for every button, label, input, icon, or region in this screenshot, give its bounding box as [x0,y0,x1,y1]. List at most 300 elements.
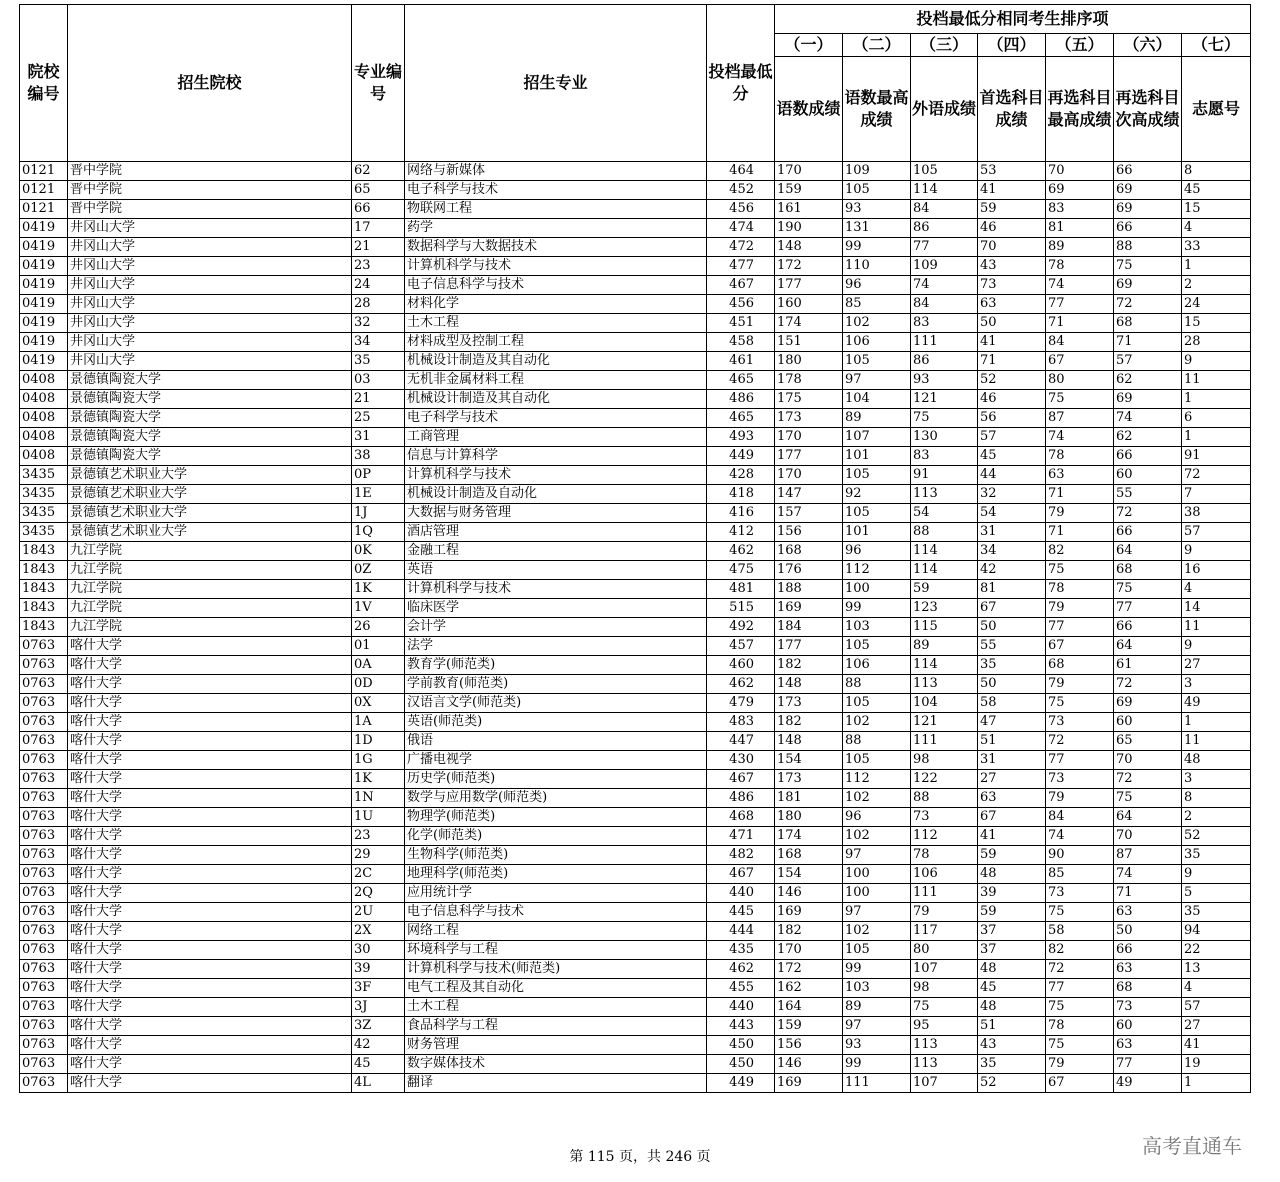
cell-foreign-language: 84 [911,200,978,219]
cell-foreign-language: 106 [911,865,978,884]
cell-min-score: 477 [707,257,775,276]
cell-min-score: 461 [707,352,775,371]
cell-major-code: 21 [352,238,405,257]
cell-first-subject: 48 [978,960,1046,979]
cell-chinese-math: 173 [775,409,843,428]
cell-school-code: 3435 [20,523,68,542]
cell-first-subject: 55 [978,637,1046,656]
cell-min-score: 443 [707,1017,775,1036]
cell-major-name: 机械设计制造及自动化 [405,485,707,504]
cell-elective-second: 77 [1114,1055,1182,1074]
table-row [20,998,1251,1017]
cell-major-code: 1J [352,504,405,523]
cell-min-score: 440 [707,884,775,903]
cell-major-name: 土木工程 [405,314,707,333]
table-row [20,846,1251,865]
cell-major-code: 0D [352,675,405,694]
cell-major-name: 生物科学(师范类) [405,846,707,865]
cell-choice-number: 15 [1182,314,1251,333]
table-row [20,504,1251,523]
header-major-code: 专业编号 [352,5,405,162]
cell-school-name: 九江学院 [68,561,352,580]
cell-elective-highest: 67 [1046,1074,1114,1093]
cell-elective-highest: 75 [1046,390,1114,409]
cell-elective-second: 69 [1114,200,1182,219]
cell-chinese-math: 169 [775,599,843,618]
table-row [20,789,1251,808]
cell-elective-second: 70 [1114,751,1182,770]
table-body [20,162,1251,1093]
cell-major-code: 0A [352,656,405,675]
cell-major-name: 教育学(师范类) [405,656,707,675]
cell-major-code: 0Z [352,561,405,580]
cell-chinese-math-max: 106 [843,333,911,352]
cell-elective-second: 69 [1114,181,1182,200]
cell-major-name: 会计学 [405,618,707,637]
cell-min-score: 451 [707,314,775,333]
cell-elective-second: 63 [1114,1036,1182,1055]
cell-min-score: 464 [707,162,775,181]
cell-first-subject: 54 [978,504,1046,523]
header-tie-number: （五） [1046,34,1114,57]
cell-chinese-math: 177 [775,276,843,295]
cell-choice-number: 7 [1182,485,1251,504]
table-row [20,656,1251,675]
cell-min-score: 456 [707,295,775,314]
cell-min-score: 447 [707,732,775,751]
cell-chinese-math-max: 102 [843,789,911,808]
cell-foreign-language: 121 [911,713,978,732]
cell-min-score: 486 [707,789,775,808]
cell-major-name: 食品科学与工程 [405,1017,707,1036]
cell-min-score: 445 [707,903,775,922]
cell-school-code: 0419 [20,333,68,352]
cell-school-name: 景德镇陶瓷大学 [68,409,352,428]
cell-school-name: 喀什大学 [68,637,352,656]
cell-school-code: 0419 [20,219,68,238]
cell-chinese-math-max: 100 [843,884,911,903]
cell-school-name: 喀什大学 [68,998,352,1017]
cell-major-name: 网络与新媒体 [405,162,707,181]
cell-first-subject: 59 [978,903,1046,922]
cell-chinese-math: 169 [775,1074,843,1093]
cell-chinese-math-max: 93 [843,200,911,219]
cell-choice-number: 91 [1182,447,1251,466]
cell-foreign-language: 112 [911,827,978,846]
cell-min-score: 450 [707,1036,775,1055]
cell-chinese-math-max: 97 [843,903,911,922]
cell-first-subject: 51 [978,732,1046,751]
cell-major-code: 03 [352,371,405,390]
cell-chinese-math: 178 [775,371,843,390]
cell-foreign-language: 113 [911,675,978,694]
cell-elective-highest: 83 [1046,200,1114,219]
cell-school-code: 3435 [20,504,68,523]
cell-chinese-math-max: 96 [843,542,911,561]
header-foreign-language-score: 外语成绩 [911,57,978,162]
table-row [20,295,1251,314]
cell-first-subject: 52 [978,1074,1046,1093]
cell-choice-number: 1 [1182,1074,1251,1093]
watermark-text: 高考直通车 [1142,1134,1242,1158]
cell-school-name: 喀什大学 [68,713,352,732]
cell-foreign-language: 117 [911,922,978,941]
cell-chinese-math: 182 [775,656,843,675]
cell-chinese-math-max: 105 [843,941,911,960]
cell-major-code: 0X [352,694,405,713]
header-school-code: 院校编号 [20,5,68,162]
cell-first-subject: 50 [978,618,1046,637]
table-row [20,219,1251,238]
cell-first-subject: 45 [978,447,1046,466]
cell-chinese-math-max: 99 [843,960,911,979]
cell-chinese-math: 169 [775,903,843,922]
cell-major-code: 3J [352,998,405,1017]
cell-foreign-language: 107 [911,1074,978,1093]
header-tie-number: （三） [911,34,978,57]
cell-school-code: 0408 [20,371,68,390]
cell-first-subject: 41 [978,333,1046,352]
cell-elective-second: 50 [1114,922,1182,941]
cell-school-name: 九江学院 [68,580,352,599]
cell-first-subject: 35 [978,656,1046,675]
cell-chinese-math-max: 105 [843,352,911,371]
cell-choice-number: 28 [1182,333,1251,352]
cell-first-subject: 43 [978,257,1046,276]
cell-choice-number: 1 [1182,390,1251,409]
cell-school-code: 0763 [20,960,68,979]
cell-elective-second: 68 [1114,314,1182,333]
table-row [20,542,1251,561]
cell-school-name: 景德镇陶瓷大学 [68,428,352,447]
cell-chinese-math: 146 [775,884,843,903]
cell-major-code: 1K [352,770,405,789]
cell-major-name: 土木工程 [405,998,707,1017]
cell-elective-second: 71 [1114,333,1182,352]
cell-choice-number: 15 [1182,200,1251,219]
cell-major-name: 应用统计学 [405,884,707,903]
cell-elective-highest: 73 [1046,884,1114,903]
cell-elective-highest: 67 [1046,352,1114,371]
cell-elective-second: 68 [1114,561,1182,580]
cell-chinese-math-max: 107 [843,428,911,447]
cell-major-name: 英语 [405,561,707,580]
cell-elective-second: 49 [1114,1074,1182,1093]
cell-foreign-language: 83 [911,314,978,333]
table-row [20,371,1251,390]
header-tie-number: （二） [843,34,911,57]
cell-choice-number: 2 [1182,276,1251,295]
cell-school-name: 井冈山大学 [68,352,352,371]
cell-chinese-math-max: 97 [843,371,911,390]
cell-elective-highest: 77 [1046,751,1114,770]
cell-choice-number: 3 [1182,770,1251,789]
cell-min-score: 482 [707,846,775,865]
cell-elective-highest: 80 [1046,371,1114,390]
cell-school-code: 0763 [20,884,68,903]
cell-major-name: 机械设计制造及其自动化 [405,390,707,409]
cell-chinese-math-max: 88 [843,732,911,751]
cell-chinese-math: 148 [775,675,843,694]
cell-school-code: 0763 [20,1074,68,1093]
cell-major-name: 数学与应用数学(师范类) [405,789,707,808]
table-row [20,1055,1251,1074]
cell-elective-highest: 79 [1046,1055,1114,1074]
cell-school-code: 0763 [20,1036,68,1055]
cell-school-name: 喀什大学 [68,884,352,903]
cell-major-code: 1V [352,599,405,618]
cell-school-code: 1843 [20,599,68,618]
cell-school-name: 喀什大学 [68,1055,352,1074]
cell-major-name: 计算机科学与技术 [405,580,707,599]
cell-major-code: 62 [352,162,405,181]
cell-elective-highest: 71 [1046,314,1114,333]
table-row [20,580,1251,599]
cell-chinese-math: 173 [775,770,843,789]
cell-chinese-math-max: 100 [843,580,911,599]
cell-min-score: 492 [707,618,775,637]
table-row [20,941,1251,960]
cell-major-code: 65 [352,181,405,200]
cell-elective-highest: 75 [1046,694,1114,713]
cell-min-score: 430 [707,751,775,770]
cell-foreign-language: 75 [911,998,978,1017]
cell-first-subject: 46 [978,219,1046,238]
cell-chinese-math: 175 [775,390,843,409]
cell-major-code: 1K [352,580,405,599]
table-row [20,865,1251,884]
cell-major-code: 3Z [352,1017,405,1036]
cell-elective-second: 73 [1114,998,1182,1017]
cell-foreign-language: 114 [911,561,978,580]
cell-elective-second: 60 [1114,1017,1182,1036]
cell-major-code: 0P [352,466,405,485]
cell-first-subject: 46 [978,390,1046,409]
cell-school-name: 喀什大学 [68,808,352,827]
cell-major-name: 电子信息科学与技术 [405,903,707,922]
cell-major-name: 材料成型及控制工程 [405,333,707,352]
cell-chinese-math: 170 [775,162,843,181]
cell-choice-number: 35 [1182,846,1251,865]
cell-first-subject: 47 [978,713,1046,732]
cell-foreign-language: 122 [911,770,978,789]
cell-chinese-math: 148 [775,732,843,751]
cell-school-name: 喀什大学 [68,979,352,998]
cell-min-score: 462 [707,542,775,561]
cell-first-subject: 50 [978,314,1046,333]
cell-choice-number: 57 [1182,998,1251,1017]
cell-major-code: 26 [352,618,405,637]
table-row [20,485,1251,504]
cell-school-code: 0419 [20,238,68,257]
cell-first-subject: 45 [978,979,1046,998]
cell-chinese-math-max: 89 [843,998,911,1017]
cell-foreign-language: 98 [911,979,978,998]
cell-elective-highest: 79 [1046,789,1114,808]
cell-choice-number: 11 [1182,732,1251,751]
cell-chinese-math: 161 [775,200,843,219]
cell-chinese-math: 172 [775,960,843,979]
cell-choice-number: 49 [1182,694,1251,713]
cell-choice-number: 41 [1182,1036,1251,1055]
cell-major-code: 4L [352,1074,405,1093]
cell-min-score: 450 [707,1055,775,1074]
cell-major-name: 计算机科学与技术(师范类) [405,960,707,979]
cell-school-name: 喀什大学 [68,656,352,675]
cell-major-name: 物联网工程 [405,200,707,219]
cell-foreign-language: 113 [911,485,978,504]
cell-chinese-math-max: 88 [843,675,911,694]
cell-choice-number: 6 [1182,409,1251,428]
cell-school-name: 景德镇艺术职业大学 [68,504,352,523]
header-school-name: 招生院校 [68,5,352,162]
cell-major-name: 数据科学与大数据技术 [405,238,707,257]
cell-school-name: 喀什大学 [68,1074,352,1093]
cell-major-code: 3F [352,979,405,998]
header-tie-number: （七） [1182,34,1251,57]
cell-elective-highest: 84 [1046,808,1114,827]
cell-elective-second: 65 [1114,732,1182,751]
cell-chinese-math: 159 [775,1017,843,1036]
cell-elective-second: 69 [1114,694,1182,713]
cell-school-code: 3435 [20,466,68,485]
cell-elective-highest: 77 [1046,295,1114,314]
cell-chinese-math-max: 104 [843,390,911,409]
cell-first-subject: 71 [978,352,1046,371]
cell-foreign-language: 75 [911,409,978,428]
cell-major-name: 俄语 [405,732,707,751]
cell-elective-second: 60 [1114,466,1182,485]
cell-min-score: 471 [707,827,775,846]
table-row [20,675,1251,694]
cell-school-name: 喀什大学 [68,1036,352,1055]
cell-foreign-language: 114 [911,181,978,200]
cell-major-code: 1E [352,485,405,504]
cell-school-code: 0763 [20,979,68,998]
cell-major-name: 电子科学与技术 [405,181,707,200]
cell-foreign-language: 86 [911,219,978,238]
cell-foreign-language: 80 [911,941,978,960]
cell-elective-second: 63 [1114,903,1182,922]
cell-major-name: 计算机科学与技术 [405,257,707,276]
cell-school-name: 喀什大学 [68,846,352,865]
cell-foreign-language: 104 [911,694,978,713]
cell-school-code: 0419 [20,257,68,276]
cell-elective-highest: 77 [1046,618,1114,637]
table-row [20,960,1251,979]
table-row [20,979,1251,998]
cell-foreign-language: 114 [911,542,978,561]
cell-major-name: 机械设计制造及其自动化 [405,352,707,371]
cell-major-code: 1U [352,808,405,827]
admission-table [19,4,1251,1093]
cell-first-subject: 81 [978,580,1046,599]
cell-foreign-language: 98 [911,751,978,770]
cell-major-code: 1A [352,713,405,732]
cell-elective-highest: 71 [1046,523,1114,542]
cell-first-subject: 59 [978,846,1046,865]
cell-elective-highest: 77 [1046,979,1114,998]
cell-major-name: 数字媒体技术 [405,1055,707,1074]
table-row [20,447,1251,466]
cell-school-name: 井冈山大学 [68,257,352,276]
cell-foreign-language: 89 [911,637,978,656]
cell-elective-second: 60 [1114,713,1182,732]
header-first-subject-score: 首选科目成绩 [978,57,1046,162]
cell-major-code: 66 [352,200,405,219]
cell-foreign-language: 59 [911,580,978,599]
cell-major-name: 金融工程 [405,542,707,561]
cell-choice-number: 11 [1182,371,1251,390]
cell-first-subject: 56 [978,409,1046,428]
cell-choice-number: 8 [1182,162,1251,181]
cell-choice-number: 1 [1182,428,1251,447]
cell-school-code: 0763 [20,941,68,960]
cell-chinese-math: 184 [775,618,843,637]
cell-first-subject: 73 [978,276,1046,295]
cell-elective-second: 87 [1114,846,1182,865]
table-row [20,561,1251,580]
cell-major-code: 38 [352,447,405,466]
cell-choice-number: 9 [1182,865,1251,884]
cell-chinese-math: 174 [775,314,843,333]
cell-first-subject: 57 [978,428,1046,447]
table-row [20,466,1251,485]
table-row [20,257,1251,276]
cell-major-code: 23 [352,257,405,276]
table-row [20,181,1251,200]
cell-elective-highest: 73 [1046,713,1114,732]
cell-foreign-language: 121 [911,390,978,409]
cell-elective-highest: 78 [1046,580,1114,599]
cell-chinese-math-max: 99 [843,1055,911,1074]
cell-foreign-language: 84 [911,295,978,314]
cell-major-code: 23 [352,827,405,846]
cell-elective-highest: 72 [1046,732,1114,751]
cell-first-subject: 50 [978,675,1046,694]
cell-choice-number: 14 [1182,599,1251,618]
cell-choice-number: 16 [1182,561,1251,580]
table-row [20,352,1251,371]
cell-school-name: 景德镇陶瓷大学 [68,371,352,390]
cell-school-code: 0763 [20,846,68,865]
table-row [20,751,1251,770]
cell-major-code: 24 [352,276,405,295]
cell-major-code: 2Q [352,884,405,903]
cell-min-score: 435 [707,941,775,960]
cell-major-name: 化学(师范类) [405,827,707,846]
cell-foreign-language: 73 [911,808,978,827]
cell-school-code: 0763 [20,656,68,675]
cell-school-code: 0121 [20,200,68,219]
cell-major-name: 工商管理 [405,428,707,447]
table-row [20,637,1251,656]
cell-school-name: 喀什大学 [68,903,352,922]
cell-elective-highest: 84 [1046,333,1114,352]
cell-min-score: 452 [707,181,775,200]
table-row [20,200,1251,219]
cell-chinese-math: 188 [775,580,843,599]
cell-chinese-math-max: 105 [843,637,911,656]
table-row [20,694,1251,713]
cell-elective-second: 66 [1114,162,1182,181]
cell-school-name: 九江学院 [68,542,352,561]
cell-major-name: 地理科学(师范类) [405,865,707,884]
cell-school-code: 0763 [20,1055,68,1074]
table-row [20,1036,1251,1055]
cell-min-score: 467 [707,276,775,295]
cell-elective-highest: 75 [1046,1036,1114,1055]
